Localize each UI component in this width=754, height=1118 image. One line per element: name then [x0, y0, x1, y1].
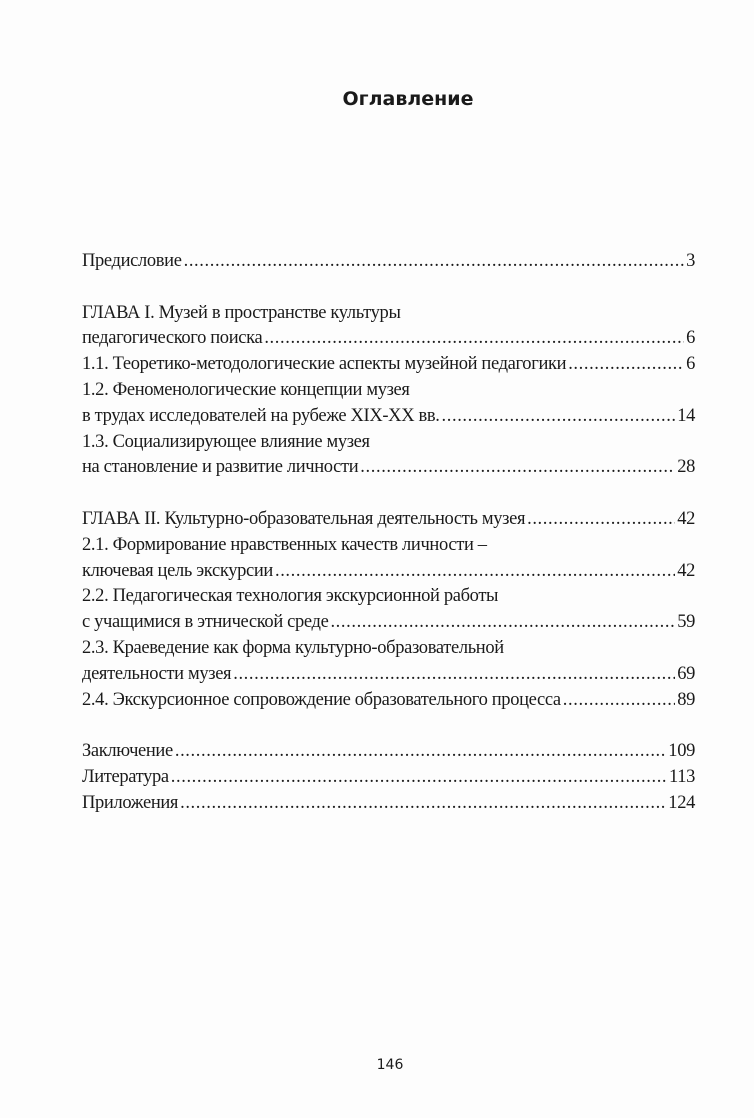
- toc-entry-title: 2.3. Краеведение как форма культурно-образовательной: [82, 637, 504, 658]
- dot-leader: [184, 249, 685, 275]
- dot-leader: [527, 507, 675, 533]
- toc-entry-1-3: [82, 455, 695, 481]
- toc-entry-title: Заключение: [82, 741, 173, 762]
- toc-page-number: 6: [686, 354, 695, 375]
- dot-leader: [568, 352, 684, 378]
- table-of-contents: [82, 249, 695, 817]
- toc-entry-title: Литература: [82, 766, 169, 787]
- toc-entry-2-3: [82, 662, 695, 688]
- toc-entry-appendices: [82, 791, 695, 817]
- toc-entry-2-2: [82, 610, 695, 636]
- dot-leader: [171, 765, 667, 791]
- toc-entry-2-1-line1: [82, 533, 695, 559]
- toc-entry-1-2: [82, 404, 695, 430]
- dot-leader: [360, 455, 675, 481]
- toc-entry-2-1: [82, 559, 695, 585]
- page-number: 146: [376, 1057, 404, 1073]
- toc-entry-chapter-1-line1: [82, 301, 695, 327]
- toc-entry-title: Приложения: [82, 792, 179, 813]
- toc-page-number: 109: [668, 741, 695, 762]
- toc-page-number: 59: [677, 612, 695, 633]
- toc-entry-title: 2.4. Экскурсионное сопровождение образовательного процесса: [82, 689, 561, 710]
- toc-page-number: 69: [677, 663, 695, 684]
- toc-page-number: 124: [668, 792, 695, 813]
- toc-entry-title: на становление и развитие личности: [82, 457, 359, 478]
- toc-entry-title: деятельности музея: [82, 663, 232, 684]
- toc-entry-2-2-line1: [82, 584, 695, 610]
- toc-entry-title: 2.2. Педагогическая технология экскурсионной работы: [82, 586, 499, 607]
- toc-entry-title: ГЛАВА II. Культурно-образовательная деятельность музея: [82, 508, 526, 529]
- toc-entry-title: с учащимися в этнической среде: [82, 612, 329, 633]
- toc-entry-2-4: [82, 688, 695, 714]
- dot-leader: [330, 610, 675, 636]
- toc-page-number: 42: [677, 560, 695, 581]
- toc-entry-chapter-2: [82, 507, 695, 533]
- toc-page-number: 6: [686, 328, 695, 349]
- dot-leader: [563, 688, 675, 714]
- dot-leader: [264, 326, 684, 352]
- toc-entry-preface: [82, 249, 695, 275]
- toc-entry-chapter-1: [82, 326, 695, 352]
- toc-entry-title: 2.1. Формирование нравственных качеств личности –: [82, 534, 487, 555]
- toc-entry-1-2-line1: [82, 378, 695, 404]
- toc-entry-title: педагогического поиска: [82, 328, 263, 349]
- toc-entry-1-1: [82, 352, 695, 378]
- toc-entry-2-3-line1: [82, 636, 695, 662]
- dot-leader: [442, 404, 676, 430]
- toc-entry-conclusion: [82, 739, 695, 765]
- toc-entry-literature: [82, 765, 695, 791]
- dot-leader: [275, 559, 675, 585]
- dot-leader: [233, 662, 675, 688]
- toc-page-number: 113: [668, 766, 695, 787]
- toc-page-number: 14: [677, 405, 695, 426]
- toc-page-number: 42: [677, 508, 695, 529]
- toc-page-number: 28: [677, 457, 695, 478]
- toc-page-number: 3: [686, 251, 695, 271]
- toc-entry-title: ГЛАВА I. Музей в пространстве культуры: [82, 302, 401, 323]
- toc-entry-title: Предисловие: [82, 251, 182, 271]
- toc-entry-1-3-line1: [82, 430, 695, 456]
- toc-entry-title: 1.2. Феноменологические концепции музея: [82, 379, 410, 400]
- toc-entry-title: 1.3. Социализирующее влияние музея: [82, 431, 370, 452]
- toc-page-number: 89: [677, 689, 695, 710]
- page-title: Оглавление: [342, 88, 474, 110]
- toc-entry-title: в трудах исследователей на рубеже XIX-XX вв.: [82, 405, 440, 426]
- dot-leader: [180, 791, 666, 817]
- toc-entry-title: 1.1. Теоретико-методологические аспекты музейной педагогики: [82, 354, 567, 375]
- dot-leader: [175, 739, 666, 765]
- toc-entry-title: ключевая цель экскурсии: [82, 560, 273, 581]
